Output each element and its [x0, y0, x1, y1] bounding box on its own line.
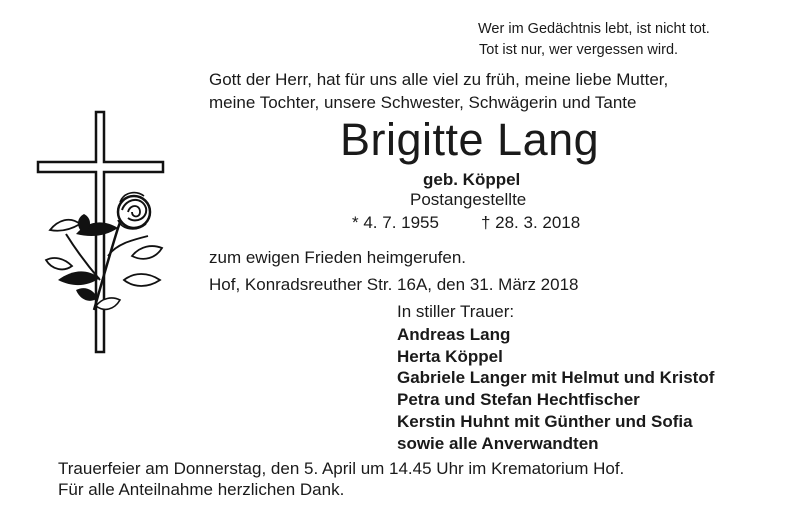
mourner-name: Herta Köppel: [397, 346, 503, 366]
mourner-name: Gabriele Langer mit Helmut und Kristof: [397, 368, 715, 388]
mourners-list: [397, 324, 714, 454]
mourning-label: In stiller Trauer:: [397, 302, 515, 321]
intro-text: [209, 68, 668, 114]
rest-text: [209, 246, 579, 296]
death-date: † 28. 3. 2018: [480, 213, 581, 232]
life-dates: [352, 211, 580, 235]
cross-with-rose-icon: [36, 110, 166, 360]
birth-name: geb. Köppel: [423, 170, 521, 189]
funeral-line: Trauerfeier am Donnerstag, den 5. April um 14.45 Uhr im Krematorium Hof.: [58, 459, 625, 478]
place-and-date: Hof, Konradsreuther Str. 16A, den 31. März 2018: [209, 275, 579, 294]
deceased-name: Brigitte Lang: [340, 114, 600, 165]
funeral-info: [58, 458, 624, 500]
rest-line-1: zum ewigen Frieden heimgerufen.: [209, 248, 467, 267]
mourner-name: sowie alle Anverwandten: [397, 433, 599, 453]
mourner-name: Petra und Stefan Hechtfischer: [397, 390, 640, 410]
memorial-quote: [478, 19, 710, 61]
mourner-name: Andreas Lang: [397, 325, 511, 344]
mourner-name: Kerstin Huhnt mit Günther und Sofia: [397, 411, 693, 431]
intro-line-2: meine Tochter, unsere Schwester, Schwägerin und Tante: [209, 93, 637, 112]
occupation: Postangestellte: [410, 190, 527, 209]
birth-date: * 4. 7. 1955: [352, 213, 439, 232]
quote-line-2: Tot ist nur, wer vergessen wird.: [479, 42, 679, 58]
quote-line-1: Wer im Gedächtnis lebt, ist nicht tot.: [478, 21, 710, 37]
intro-line-1: Gott der Herr, hat für uns alle viel zu früh, meine liebe Mutter,: [209, 70, 669, 89]
thanks-line: Für alle Anteilnahme herzlichen Dank.: [58, 480, 345, 499]
